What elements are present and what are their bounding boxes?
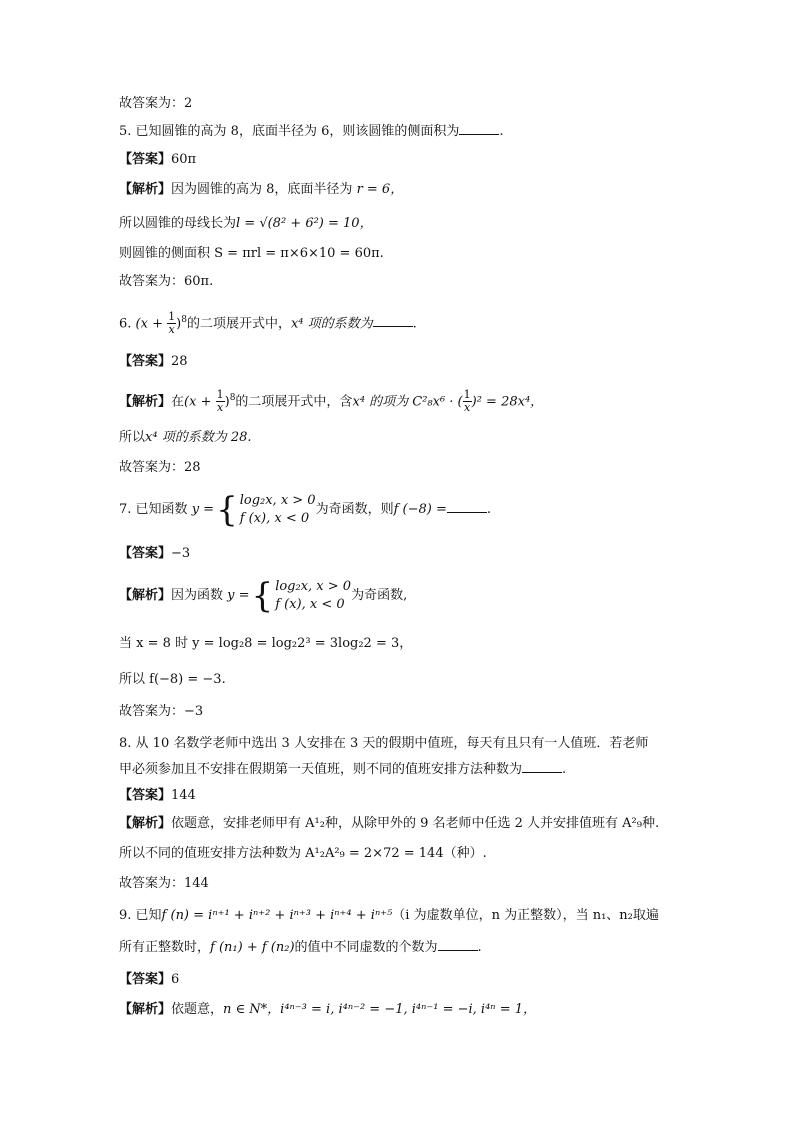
- answer-line-q6: 故答案为：28: [119, 460, 201, 475]
- analysis-q8-line1: [119, 814, 734, 834]
- analysis-text: 依题意，: [171, 1002, 224, 1017]
- piecewise-cases: log₂x, x > 0 f (x), x < 0: [275, 578, 352, 612]
- math-expression: (x +: [184, 394, 212, 410]
- fraction: $\frac{1}{x}$: [463, 388, 471, 415]
- answer-blank: [447, 500, 487, 513]
- fraction: $\frac{1}{x}$: [216, 388, 224, 415]
- math-expression: r = 6，: [356, 182, 404, 197]
- math-expression: y =: [191, 502, 215, 517]
- answer-q6: [119, 352, 734, 372]
- answer-value: −3: [171, 546, 191, 561]
- analysis-q9-line1: [119, 1000, 734, 1020]
- question-6: 6. (x + $\frac{1}{x}$ )$^8$的二项展开式中，x⁴ 项的系数为 .: [119, 310, 417, 337]
- answer-q9: [119, 970, 734, 990]
- math-expression: f (n) = iⁿ⁺¹ + iⁿ⁺² + iⁿ⁺³ + iⁿ⁺⁴ + iⁿ⁺⁵: [161, 908, 393, 923]
- answer-tag: 【答案】: [119, 972, 172, 987]
- question-5: 5. 已知圆锥的高为 8，底面半径为 6，则该圆锥的侧面积为 .: [119, 124, 504, 139]
- answer-blank: [459, 122, 499, 135]
- analysis-text: 为奇函数,: [351, 588, 408, 603]
- analysis-text: 因为圆锥的高为 8，底面半径为: [171, 182, 353, 197]
- question-9-line1: [119, 906, 734, 926]
- answer-tag: 【答案】: [119, 354, 172, 369]
- math-expression: x⁴ 项的系数为: [290, 316, 373, 332]
- question-8-line1: 8. 从 10 名数学老师中选出 3 人安排在 3 天的假期中值班，每天有且只有一人值班．若老师: [119, 736, 649, 751]
- question-8-line2: 甲必须参加且不安排在假期第一天值班，则不同的值班安排方法种数为 .: [119, 762, 567, 777]
- answer-line-q7: 故答案为：−3: [119, 704, 204, 719]
- math-expression: f (−8) =: [393, 502, 447, 517]
- analysis-text: 所以: [119, 430, 146, 445]
- answer-q8: [119, 786, 734, 806]
- answer-value: 144: [171, 788, 196, 803]
- math-expression: l = √(8² + 6²) = 10，: [236, 216, 373, 231]
- exponent: 8: [181, 315, 187, 325]
- math-expression: y =: [227, 588, 250, 603]
- analysis-text: 依题意，安排老师甲有 A¹₂种，从除甲外的 9 名老师中任选 2 人并安排值班有 A²₉种.: [171, 816, 660, 831]
- analysis-q7-line3: 所以 f(−8) = −3.: [119, 672, 226, 687]
- analysis-q5-line3: 则圆锥的侧面积 S = πrl = π×6×10 = 60π.: [119, 246, 384, 261]
- analysis-q6-line2: [119, 428, 734, 448]
- brace: {: [216, 489, 238, 530]
- answer-line-q5: 故答案为：60π.: [119, 274, 214, 289]
- answer-value: 60π: [171, 152, 197, 167]
- answer-blank: [438, 938, 478, 951]
- math-expression: ): [224, 394, 230, 410]
- question-8-text: 甲必须参加且不安排在假期第一天值班，则不同的值班安排方法种数为: [119, 762, 523, 777]
- analysis-tag: 【解析】: [119, 394, 172, 410]
- answer-tag: 【答案】: [119, 788, 172, 803]
- analysis-q6-line1: [119, 388, 734, 414]
- question-7-text: 为奇函数，则: [315, 502, 394, 517]
- question-number: 6.: [119, 316, 132, 332]
- analysis-q7-line1: [119, 576, 734, 620]
- question-9-text: 的值中不同虚数的个数为: [294, 940, 438, 955]
- piecewise-cases: log₂x, x > 0 f (x), x < 0: [239, 492, 316, 526]
- math-expression: ): [176, 316, 182, 332]
- analysis-text: 所以圆锥的母线长为: [119, 216, 237, 231]
- question-9-text: 所有正整数时，: [119, 940, 211, 955]
- question-5-text: 5. 已知圆锥的高为 8，底面半径为 6，则该圆锥的侧面积为: [119, 124, 460, 139]
- fraction: $\frac{1}{x}$: [168, 310, 176, 337]
- answer-q5: [119, 150, 734, 170]
- answer-line-q8: 故答案为：144: [119, 876, 209, 891]
- exponent: 8: [229, 393, 236, 403]
- question-9-text: 9. 已知: [119, 908, 162, 923]
- answer-blank: [522, 760, 562, 773]
- answer-tag: 【答案】: [119, 152, 172, 167]
- analysis-tag: 【解析】: [119, 1002, 172, 1017]
- analysis-q7-line2: 当 x = 8 时 y = log₂8 = log₂2³ = 3log₂2 = 3，: [119, 636, 413, 651]
- analysis-tag: 【解析】: [119, 182, 172, 197]
- answer-value: 28: [171, 354, 188, 369]
- math-expression: x⁴ 项的系数为 28.: [145, 430, 252, 445]
- answer-q7: [119, 544, 734, 564]
- analysis-text: 在: [171, 394, 185, 410]
- answer-tag: 【答案】: [119, 546, 172, 561]
- brace: {: [251, 575, 274, 616]
- question-9-text: （i 为虚数单位，n 为正整数），当 n₁、n₂取遍: [392, 908, 659, 923]
- analysis-tag: 【解析】: [119, 588, 172, 603]
- math-expression: n ∈ N*，i⁴ⁿ⁻³ = i, i⁴ⁿ⁻² = −1, i⁴ⁿ⁻¹ = −i, i⁴ⁿ = 1，: [223, 1002, 537, 1017]
- analysis-text: 因为函数: [171, 588, 224, 603]
- math-expression: f (n₁) + f (n₂): [210, 940, 295, 955]
- question-7-text: 7. 已知函数: [119, 502, 188, 517]
- math-expression: (x +: [135, 316, 163, 332]
- answer-value: 6: [171, 972, 180, 987]
- analysis-q8-line2: 所以不同的值班安排方法种数为 A¹₂A²₉ = 2×72 = 144（种）.: [119, 846, 487, 861]
- analysis-q5-line1: [119, 180, 734, 200]
- question-9-line2: 所有正整数时，f (n₁) + f (n₂)的值中不同虚数的个数为 .: [119, 940, 482, 955]
- answer-blank: [373, 314, 413, 327]
- answer-line-q4: 故答案为：2: [119, 96, 193, 111]
- math-expression: )² = 28x⁴，: [471, 394, 544, 410]
- math-expression: x⁴ 的项为 C²₈x⁶ · (: [352, 394, 463, 410]
- question-6-text: 的二项展开式中，: [186, 316, 291, 332]
- analysis-text: 的二项展开式中，含: [235, 394, 353, 410]
- analysis-tag: 【解析】: [119, 816, 172, 831]
- question-7: 7. 已知函数 y ={ log₂x, x > 0 f (x), x < 0 为奇函数，则f (−8) = .: [119, 489, 492, 530]
- analysis-q5-line2: [119, 214, 734, 234]
